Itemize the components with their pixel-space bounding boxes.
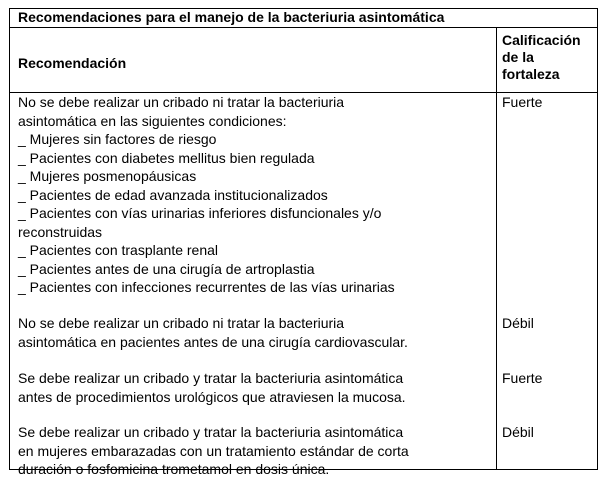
recommendations-table [9, 8, 598, 477]
header-grade: Calificación de la fortaleza [502, 32, 581, 82]
recommendation-line: _ Pacientes antes de una cirugía de artroplastia [18, 260, 315, 277]
recommendation-line: _ Mujeres posmenopáusicas [18, 168, 197, 184]
recommendation-line: antes de procedimientos urológicos que atraviesen la mucosa. [18, 388, 406, 405]
recommendation-line: Se debe realizar un cribado y tratar la bacteriuria asintomática [18, 424, 404, 440]
recommendation-text [18, 93, 488, 297]
table-caption: Recomendaciones para el manejo de la bacteriuria asintomática [10, 9, 597, 28]
grade-value: Débil [502, 424, 534, 440]
recommendation-text [18, 423, 488, 479]
recommendation-line: reconstruidas [18, 223, 103, 240]
recommendation-line: _ Pacientes con trasplante renal [18, 242, 219, 258]
recommendation-line: No se debe realizar un cribado ni tratar la bacteriuria [18, 315, 345, 331]
recommendation-line: asintomática en las siguientes condiciones: [18, 112, 287, 129]
recommendation-text [18, 369, 488, 406]
recommendation-line: _ Pacientes con vías urinarias inferiores disfuncionales y/o [18, 205, 382, 221]
recommendation-line: _ Pacientes con infecciones recurrentes de las vías urinarias [18, 279, 395, 295]
grade-value: Fuerte [502, 94, 543, 110]
recommendation-line: Se debe realizar un cribado y tratar la bacteriuria asintomática [18, 370, 404, 386]
table-header-row [10, 28, 597, 93]
recommendation-line: No se debe realizar un cribado ni tratar la bacteriuria [18, 94, 345, 110]
recommendation-line: asintomática en pacientes antes de una cirugía cardiovascular. [18, 333, 408, 350]
grade-value: Débil [502, 315, 534, 331]
recommendation-line: _ Pacientes con diabetes mellitus bien regulada [18, 149, 315, 166]
recommendation-line: _ Mujeres sin factores de riesgo [18, 131, 217, 147]
recommendation-line: en mujeres embarazadas con un tratamiento estándar de corta [18, 442, 409, 459]
column-divider [496, 28, 497, 469]
grade-value: Fuerte [502, 370, 543, 386]
recommendation-line: _ Pacientes de edad avanzada institucionalizados [18, 186, 328, 203]
recommendation-text [18, 314, 488, 351]
header-recommendation: Recomendación [18, 55, 127, 71]
recommendation-line: duración o fosfomicina trometamol en dosis única. [18, 461, 330, 477]
